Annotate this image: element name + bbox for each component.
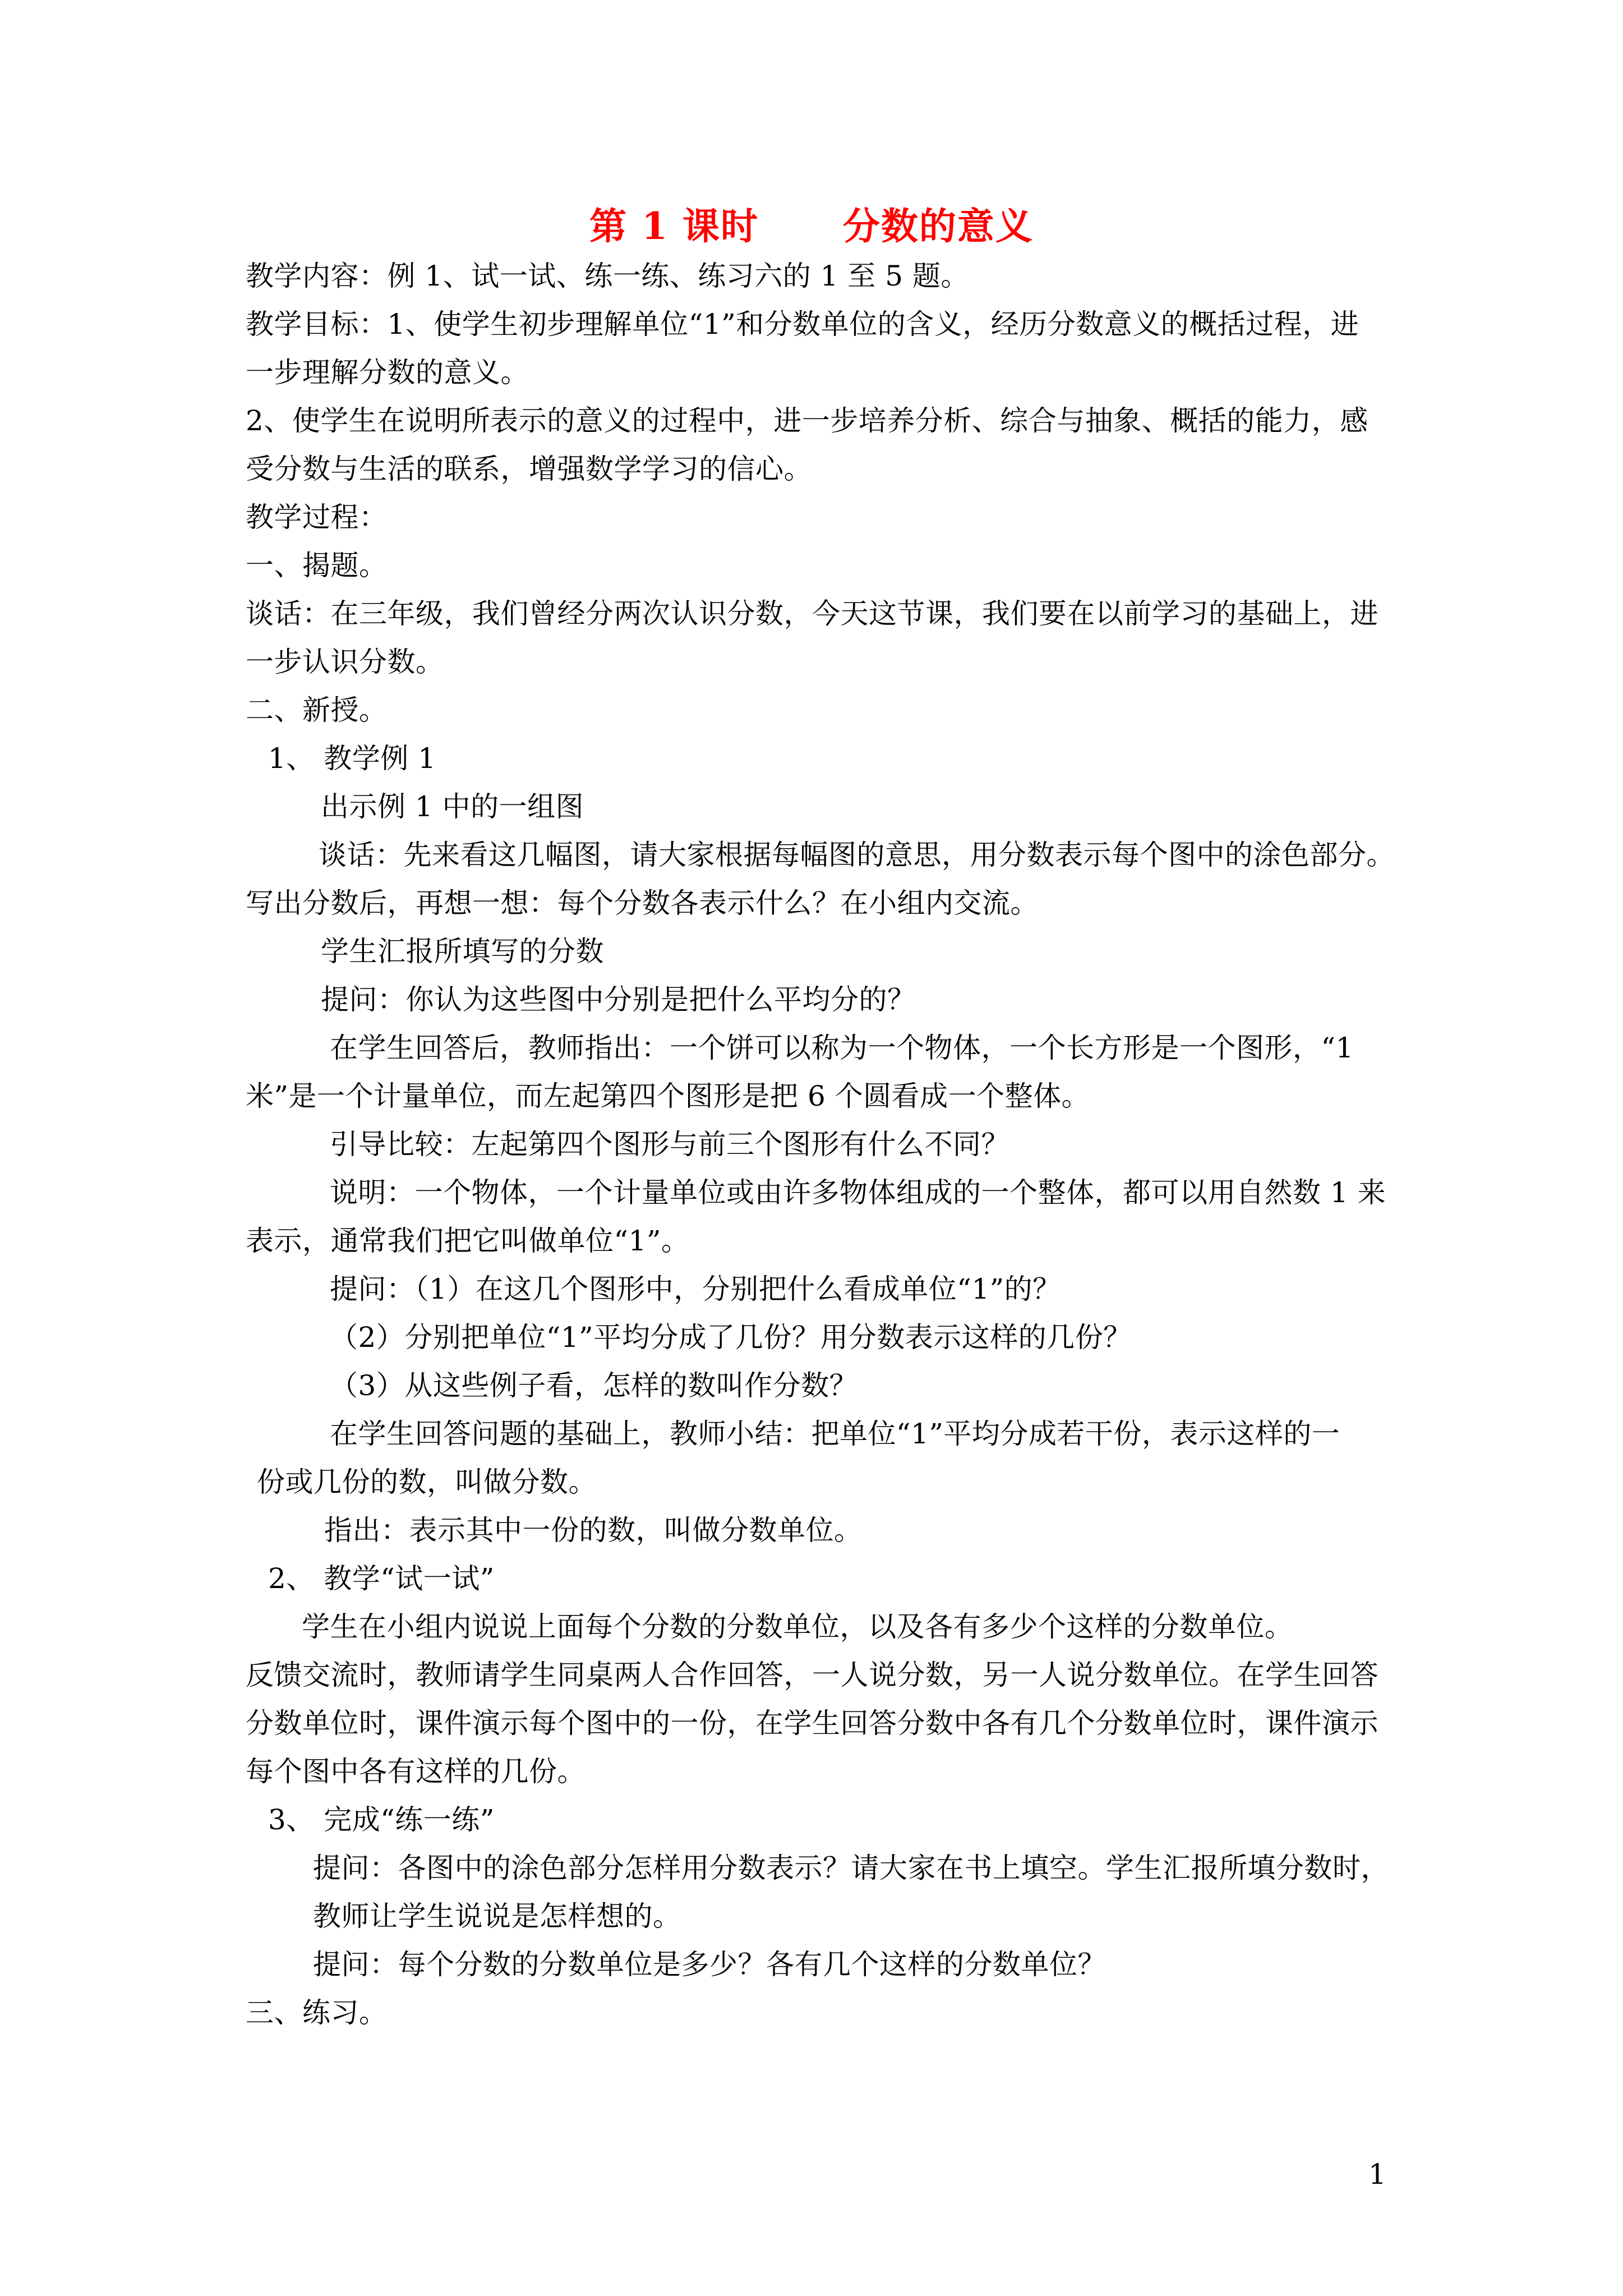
subsection-heading: 1、 教学例 1 (268, 742, 436, 775)
section-heading: 一、揭题。 (246, 549, 388, 582)
text-line: 份或几份的数，叫做分数。 (257, 1466, 597, 1498)
text-line: 谈话：先来看这几幅图，请大家根据每幅图的意思，用分数表示每个图中的涂色部分。 (319, 839, 1395, 871)
text-line: 教学过程： (246, 501, 388, 533)
text-line: 在学生回答后，教师指出：一个饼可以称为一个物体，一个长方形是一个图形，“1 (330, 1032, 1354, 1064)
text-line: 每个图中各有这样的几份。 (246, 1755, 585, 1788)
text-line: （2）分别把单位“1”平均分成了几份？用分数表示这样的几份？ (330, 1321, 1132, 1354)
text-line: 提问：各图中的涂色部分怎样用分数表示？请大家在书上填空。学生汇报所填分数时， (313, 1852, 1389, 1884)
section-heading: 二、新授。 (246, 694, 388, 726)
text-line: 引导比较：左起第四个图形与前三个图形有什么不同？ (330, 1128, 1009, 1161)
text-line: 教学目标：1、使学生初步理解单位“1”和分数单位的含义，经历分数意义的概括过程，进 (246, 308, 1359, 341)
text-line: 受分数与生活的联系，增强数学学习的信心。 (246, 453, 812, 485)
text-line: 谈话：在三年级，我们曾经分两次认识分数，今天这节课，我们要在以前学习的基础上，进 (246, 597, 1378, 630)
text-line: （3）从这些例子看，怎样的数叫作分数？ (330, 1369, 858, 1402)
text-line: 说明：一个物体，一个计量单位或由许多物体组成的一个整体，都可以用自然数 1 来 (330, 1176, 1386, 1209)
text-line: 在学生回答问题的基础上，教师小结：把单位“1”平均分成若干份，表示这样的一 (330, 1418, 1340, 1450)
section-heading: 三、练习。 (246, 1996, 388, 2029)
text-line: 写出分数后，再想一想：每个分数各表示什么？在小组内交流。 (246, 887, 1039, 919)
subsection-heading: 2、 教学“试一试” (268, 1562, 495, 1595)
text-line: 出示例 1 中的一组图 (321, 790, 584, 823)
text-line: 反馈交流时，教师请学生同桌两人合作回答，一人说分数，另一人说分数单位。在学生回答 (246, 1659, 1378, 1691)
text-line: 一步理解分数的意义。 (246, 356, 529, 389)
page-number: 1 (1368, 2158, 1386, 2191)
text-line: 分数单位时，课件演示每个图中的一份，在学生回答分数中各有几个分数单位时，课件演示 (246, 1707, 1378, 1740)
text-line: 教学内容：例 1、试一试、练一练、练习六的 1 至 5 题。 (246, 260, 969, 292)
text-line: 提问：你认为这些图中分别是把什么平均分的？ (321, 983, 916, 1016)
page-title: 第 1 课时 分数的意义 (589, 204, 1034, 248)
text-line: 表示，通常我们把它叫做单位“1”。 (246, 1225, 690, 1257)
text-line: 教师让学生说说是怎样想的。 (313, 1900, 681, 1932)
text-line: 指出：表示其中一份的数，叫做分数单位。 (324, 1514, 863, 1547)
text-line: 米”是一个计量单位，而左起第四个图形是把 6 个圆看成一个整体。 (246, 1080, 1090, 1112)
text-line: 提问：每个分数的分数单位是多少？各有几个这样的分数单位？ (313, 1948, 1106, 1981)
text-line: 学生汇报所填写的分数 (321, 935, 604, 968)
text-line: 提问：（1）在这几个图形中，分别把什么看成单位“1”的？ (330, 1273, 1061, 1305)
text-line: 学生在小组内说说上面每个分数的分数单位，以及各有多少个这样的分数单位。 (302, 1611, 1293, 1643)
text-line: 2、使学生在说明所表示的意义的过程中，进一步培养分析、综合与抽象、概括的能力，感 (246, 404, 1368, 437)
subsection-heading: 3、 完成“练一练” (268, 1803, 495, 1836)
text-line: 一步认识分数。 (246, 646, 444, 678)
